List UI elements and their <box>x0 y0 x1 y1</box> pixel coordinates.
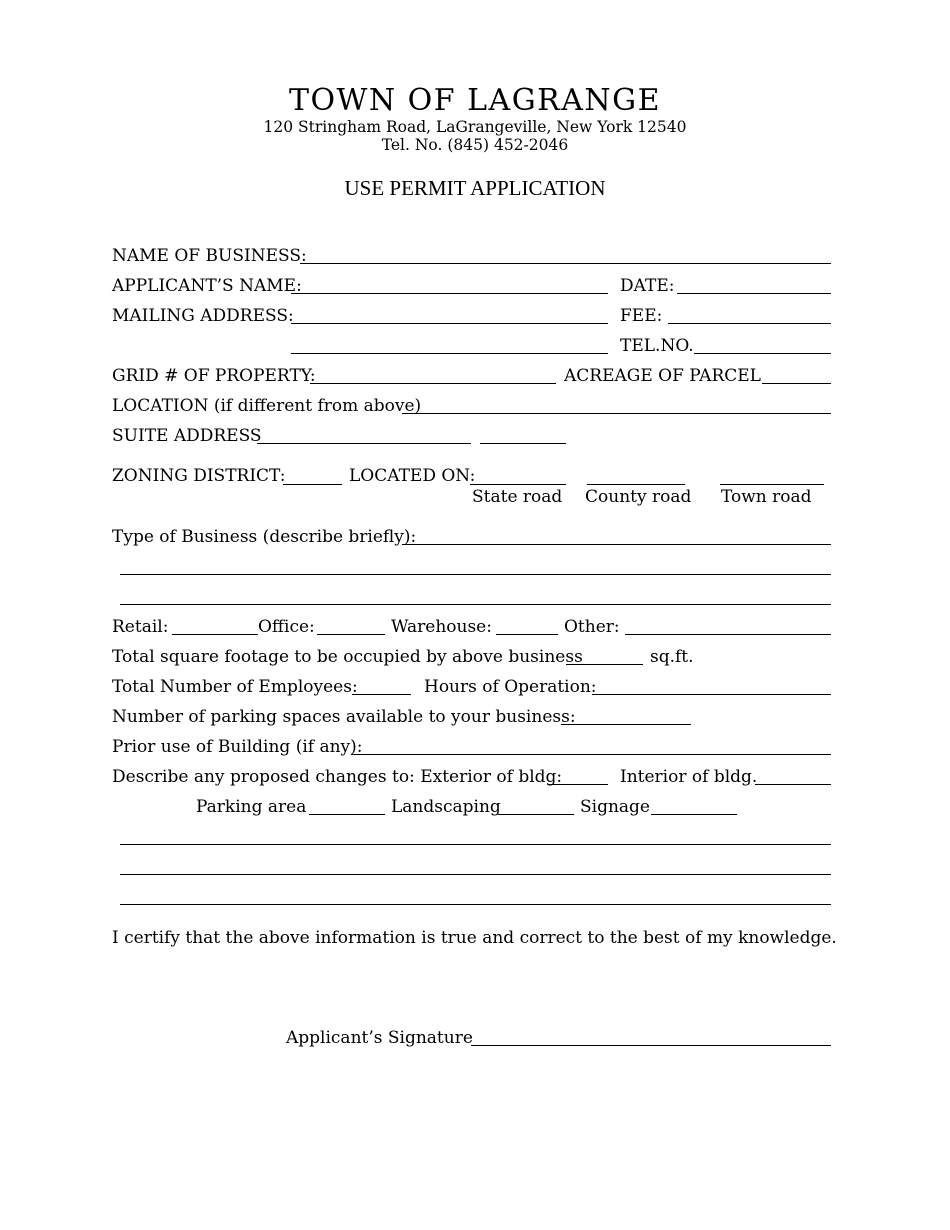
signage-field[interactable] <box>651 814 737 815</box>
signature-field[interactable] <box>471 1045 831 1046</box>
office-field[interactable] <box>317 634 385 635</box>
hours-field[interactable] <box>592 694 831 695</box>
zoning-district-field[interactable] <box>283 484 342 485</box>
acreage-field[interactable] <box>762 383 831 384</box>
suite-address-field-2[interactable] <box>480 443 566 444</box>
employees-field[interactable] <box>352 694 411 695</box>
prior-use-field[interactable] <box>351 754 831 755</box>
date-field[interactable] <box>677 293 831 294</box>
town-address: 120 Stringham Road, LaGrangeville, New York 12540 <box>263 118 687 136</box>
zoning-district-label: ZONING DISTRICT: <box>112 466 286 486</box>
town-telephone: Tel. No. (845) 452-2046 <box>381 136 569 154</box>
acreage-label: ACREAGE OF PARCEL <box>564 366 761 386</box>
changes-description-line-3[interactable] <box>120 904 831 905</box>
tel-no-label: TEL.NO. <box>620 336 694 356</box>
changes-exterior-label: Describe any proposed changes to: Exterior of bldg: <box>112 767 563 787</box>
date-label: DATE: <box>620 276 675 296</box>
certification-statement: I certify that the above information is true and correct to the best of my knowledge. <box>112 928 837 948</box>
hours-label: Hours of Operation: <box>424 677 597 697</box>
square-footage-field[interactable] <box>566 664 643 665</box>
square-footage-unit: sq.ft. <box>650 647 694 667</box>
location-field[interactable] <box>402 413 831 414</box>
business-type-line-2[interactable] <box>120 574 831 575</box>
business-name-label: NAME OF BUSINESS: <box>112 246 307 266</box>
tel-no-field[interactable] <box>694 353 831 354</box>
changes-interior-field[interactable] <box>755 784 831 785</box>
suite-address-field[interactable] <box>257 443 471 444</box>
state-road-field[interactable] <box>470 484 566 485</box>
state-road-label: State road <box>472 487 563 507</box>
employees-label: Total Number of Employees: <box>112 677 358 697</box>
grid-label: GRID # OF PROPERTY: <box>112 366 316 386</box>
business-type-label: Type of Business (describe briefly): <box>112 527 417 547</box>
form-title: USE PERMIT APPLICATION <box>344 176 606 200</box>
other-field[interactable] <box>625 634 831 635</box>
county-road-label: County road <box>585 487 692 507</box>
retail-label: Retail: <box>112 617 169 637</box>
located-on-label: LOCATED ON: <box>349 466 476 486</box>
fee-label: FEE: <box>620 306 663 326</box>
location-label: LOCATION (if different from above) <box>112 396 422 416</box>
signature-label: Applicant’s Signature <box>286 1028 473 1048</box>
parking-area-label: Parking area <box>196 797 307 817</box>
applicant-name-field[interactable] <box>291 293 608 294</box>
changes-description-line-2[interactable] <box>120 874 831 875</box>
fee-field[interactable] <box>668 323 831 324</box>
business-name-field[interactable] <box>300 263 831 264</box>
mailing-address-label: MAILING ADDRESS: <box>112 306 294 326</box>
mailing-address-line2-field[interactable] <box>291 353 608 354</box>
parking-spaces-label: Number of parking spaces available to your business: <box>112 707 576 727</box>
applicant-name-label: APPLICANT’S NAME: <box>112 276 302 296</box>
changes-interior-label: Interior of bldg. <box>620 767 758 787</box>
business-type-field[interactable] <box>402 544 831 545</box>
mailing-address-field[interactable] <box>291 323 608 324</box>
town-road-field[interactable] <box>720 484 824 485</box>
landscaping-label: Landscaping <box>391 797 501 817</box>
office-label: Office: <box>258 617 315 637</box>
town-road-label: Town road <box>721 487 812 507</box>
square-footage-label: Total square footage to be occupied by above business <box>112 647 583 667</box>
county-road-field[interactable] <box>587 484 685 485</box>
suite-address-label: SUITE ADDRESS <box>112 426 262 446</box>
signage-label: Signage <box>580 797 650 817</box>
business-type-line-3[interactable] <box>120 604 831 605</box>
warehouse-field[interactable] <box>496 634 558 635</box>
changes-description-line-1[interactable] <box>120 844 831 845</box>
landscaping-field[interactable] <box>498 814 574 815</box>
grid-field[interactable] <box>310 383 556 384</box>
parking-area-field[interactable] <box>309 814 385 815</box>
parking-spaces-field[interactable] <box>561 724 691 725</box>
changes-exterior-field[interactable] <box>549 784 608 785</box>
retail-field[interactable] <box>172 634 258 635</box>
town-name: TOWN OF LAGRANGE <box>288 83 662 118</box>
other-label: Other: <box>564 617 620 637</box>
prior-use-label: Prior use of Building (if any): <box>112 737 363 757</box>
warehouse-label: Warehouse: <box>391 617 492 637</box>
